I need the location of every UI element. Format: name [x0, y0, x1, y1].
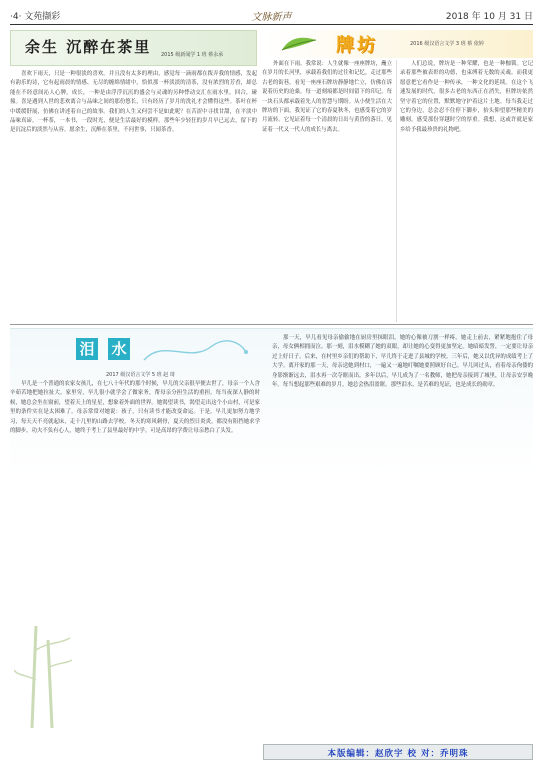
issue-date: 2018 年 10 月 31 日 [445, 12, 533, 22]
article-archway-body-left: 外面在下雨。我常说：人生就像一座座牌坊，矗立在岁月的长河里，承载着我们的过往和记忆。走过那些古老的街巷，看见一座座石牌坊静静地伫立，仿佛在诉说着历史的沧桑。每一道刻痕都是时间留下的印记，每一块石头都承载着先人的智慧与期盼。从小便生活在大牌坊的下面，我见证了它的春夏秋冬，也感受着它的岁月流转。它见证着每一个清晨的日出与黄昏的落日，见证着一代又一代人的成长与离去。 [262, 61, 392, 133]
article-tears-body-right: 那一天，早儿看见母亲偷偷地在厨房里抹眼泪，她的心像被刀割一样疼。她走上前去，紧紧地抱住了母亲，母女俩相拥而泣。那一刻，泪水模糊了她的双眼，却让她的心变得更加坚定。她暗暗发誓，一定要让母亲过上好日子。后来，在村里乡亲们的帮助下，早儿终于走进了县城的学校。三年后，她又以优异的成绩考上了大学。离开家的那一天，母亲送她到村口，一遍又一遍地叮嘱她要照顾好自己。早儿回过头，看着母亲佝偻的身影渐渐远去，泪水再一次夺眶而出。多年以后，早儿成为了一名教师，她把母亲接到了城里，让母亲安享晚年。每当想起那些艰难的岁月，她总会热泪盈眶。那些泪水，是苦难的见证，也是成长的勋章。 [272, 335, 533, 389]
article-archway [262, 30, 533, 322]
article-tears-banner [10, 328, 260, 368]
bamboo-ornament-icon [14, 620, 74, 730]
page-header [10, 8, 533, 24]
article-archway-body-right: 人们总说，牌坊是一种荣耀，也是一种枷锁。它记录着那些被表彰的功德，也束缚着无数的灵魂。而我更愿意把它看作是一种传承，一种文化的延续。在这个飞速发展的时代，很多古老的东西正在消失，但牌坊依然坚守着它的位置，默默地守护着这片土地。每当我走过它的身边，总会忍不住停下脚步，抬头仰望那些精美的雕刻，感受那份穿越时空的厚重。我想，这或许就是家乡给予我最珍贵的礼物吧。 [400, 61, 533, 133]
column-divider [396, 60, 397, 322]
article-tea-title: 余生 沉醉在茶里 [25, 38, 152, 56]
article-tea [10, 30, 257, 322]
article-archway-title: 牌坊 [336, 35, 378, 56]
editor-credit-text: 本版编辑：赵欣宇 校 对：乔明珠 [327, 749, 469, 759]
page-label: ·4· 文苑撷彩 [10, 12, 61, 22]
article-tea-body: 喜欢下雨天，只是一种很淡的喜欢。并且没有太多的理由，感觉每一滴雨都在拨弄我的情感，发起有韵乐的诗，它有起雨晨的情感、无尽的缠绵情绪中，恰似那一杯淡淡的清茶，没有浓烈的芳香，却总能在不经意间沁人心脾。成长，一种是由浮浮沉沉的盛会与灵魂的另种悸动交汇在雨水里，回合，碰撞。喜是遇到人世的悲欢离合与品味之间的那份悠长，只有经历了岁月的洗礼才会懂得这些。茶叶在杯中缓缓舒展，仿佛在讲述着自己的故事。我们的人生又何尝不是如此呢？在苦涩中寻找甘甜，在平淡中品味真谛。一杯茶，一本书，一段时光，便是生活最好的模样。那些年少轻狂的岁月早已远去，留下的是沉淀后的淡然与从容。愿余生，沉醉在茶里，不问世事，只闻茶香。 [10, 71, 257, 134]
masthead-logo: 文脉新声 [251, 12, 292, 23]
article-tears-byline: 2017 级汉语言文学 5 班 赵 琦 [106, 372, 175, 378]
article-tears [10, 328, 533, 748]
article-archway-banner [262, 30, 533, 58]
article-tea-byline: 2015 级新闻学 1 班 蔡永承 [161, 52, 224, 58]
article-tea-banner [10, 30, 257, 66]
section-rule [10, 324, 533, 325]
leaf-ornament-icon [280, 34, 320, 54]
editor-credit-box [263, 744, 533, 760]
article-tears-body-left: 早儿是一个普通的农家女孩儿，在七八十年代的那个时候，早儿的父亲很早便去世了，母亲一个人含辛茹苦地把她拉扯大。家里穷，早儿很小就学会了做家务，帮母亲分担生活的重担。每当夜深人静的时候，她总会坐在窗前，望着天上的星星，想象着外面的世界。她渴望读书，渴望走出这个小山村，可是家里的条件实在是太困难了。母亲常常对她说：孩子，只有读书才能改变命运。于是，早儿更加努力地学习，每天天不亮就起床，走十几里的山路去学校。冬天的寒风刺骨，夏天的烈日炎炎，都没有阻挡她求学的脚步。功夫不负有心人，她终于考上了县里最好的中学。可是高昂的学费让母亲愁白了头发。 [10, 381, 260, 435]
article-archway-byline: 2016 级汉语言文学 3 班 蔡 依婷 [410, 41, 484, 47]
title-char-1: 泪 [76, 338, 98, 360]
swirl-ornament-icon [140, 334, 250, 368]
title-char-2: 水 [108, 338, 130, 360]
header-rule [10, 24, 533, 25]
